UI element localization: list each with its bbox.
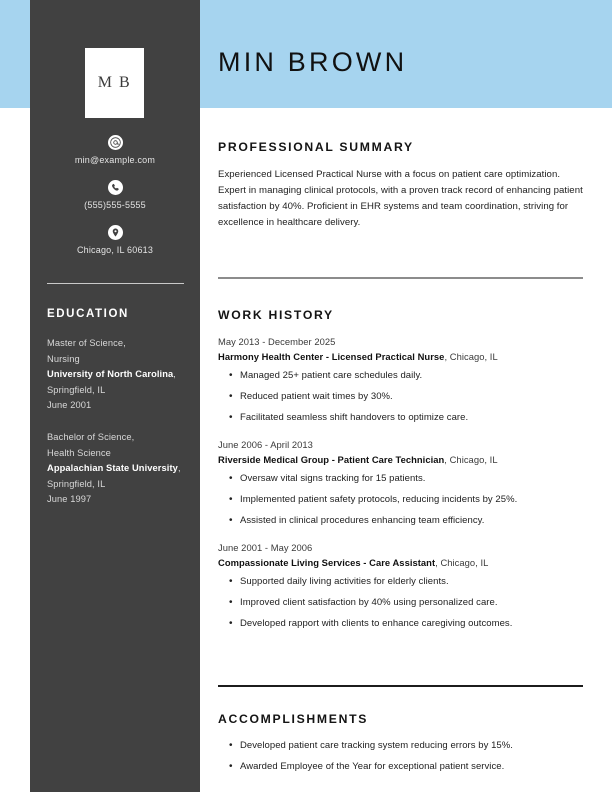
job-bullet: • Implemented patient safety protocols, reducing incidents by 25%.	[240, 493, 584, 507]
job-location: , Chicago, IL	[444, 454, 498, 465]
job-bullet: • Supported daily living activities for elderly clients.	[240, 575, 584, 589]
accomplishments-bullets	[218, 739, 584, 774]
job-dates: May 2013 - December 2025	[218, 336, 336, 347]
education-school: University of North Carolina	[47, 369, 174, 380]
education-entry	[47, 430, 187, 508]
work-history-section	[218, 308, 584, 644]
summary-text: Experienced Licensed Practical Nurse with a focus on patient care optimization. Expert in managing clinical protocols, with a proven track record of enhancing patient satisfaction by 40%. Proficient in EHR systems and team coordination, striving for excellence in healthcare delivery.	[218, 169, 583, 228]
job-title-line	[218, 452, 584, 467]
job-title-line	[218, 349, 584, 364]
job-bullet: • Improved client satisfaction by 40% using personalized care.	[240, 596, 584, 610]
contact-item-phone[interactable]	[30, 180, 200, 212]
education-heading: EDUCATION	[47, 308, 129, 320]
contact-location-text: Chicago, IL 60613	[76, 245, 154, 255]
job-bullet: • Oversaw vital signs tracking for 15 patients.	[240, 472, 584, 486]
job-bullet: • Reduced patient wait times by 30%.	[240, 390, 584, 404]
job-employer-role: Riverside Medical Group - Patient Care Technician	[218, 454, 445, 465]
contact-email-text: min@example.com	[74, 155, 156, 165]
education-degree: Master of Science,	[47, 338, 126, 348]
job-employer-role: Compassionate Living Services - Care Assistant	[218, 557, 436, 568]
job-bullet: • Assisted in clinical procedures enhancing team efficiency.	[240, 514, 584, 528]
location-pin-icon	[108, 225, 123, 240]
accomplishments-heading: ACCOMPLISHMENTS	[218, 712, 369, 726]
accomplishment-bullet: • Developed patient care tracking system reducing errors by 15%.	[240, 739, 584, 753]
monogram-box	[85, 48, 144, 118]
job-dates: June 2001 - May 2006	[218, 542, 313, 553]
sidebar-divider	[47, 283, 184, 284]
job-bullets	[218, 575, 584, 631]
summary-heading: PROFESSIONAL SUMMARY	[218, 140, 414, 154]
phone-icon	[108, 180, 123, 195]
job-bullet: • Facilitated seamless shift handovers to optimize care.	[240, 411, 584, 425]
education-date: June 1997	[47, 494, 92, 505]
job-location: , Chicago, IL	[444, 351, 498, 362]
job-bullet: • Managed 25+ patient care schedules daily.	[240, 369, 584, 383]
education-field: Nursing	[47, 353, 80, 364]
education-entry	[47, 336, 187, 414]
summary-section	[218, 140, 584, 231]
education-school: Appalachian State University	[47, 463, 178, 474]
education-location: , Springfield, IL	[47, 369, 176, 395]
job-title-line	[218, 555, 584, 570]
accomplishment-bullet: • Awarded Employee of the Year for exceptional patient service.	[240, 760, 584, 774]
accomplishments-section	[218, 712, 584, 781]
job-bullets	[218, 369, 584, 425]
job-bullets	[218, 472, 584, 528]
job-dates: June 2006 - April 2013	[218, 439, 313, 450]
education-field: Health Science	[47, 447, 111, 458]
work-history-heading: WORK HISTORY	[218, 308, 334, 322]
contact-item-email[interactable]	[30, 135, 200, 167]
monogram-initials: M B	[97, 74, 132, 91]
job-entry	[218, 335, 584, 425]
job-entry	[218, 438, 584, 528]
job-bullet: • Developed rapport with clients to enhance caregiving outcomes.	[240, 617, 584, 631]
summary-divider	[218, 277, 583, 279]
education-section	[47, 308, 187, 524]
contact-phone-text: (555)555-5555	[84, 200, 146, 210]
job-entry	[218, 541, 584, 631]
education-date: June 2001	[47, 400, 92, 411]
job-employer-role: Harmony Health Center - Licensed Practical Nurse	[218, 351, 445, 362]
contact-item-location[interactable]	[30, 225, 200, 257]
education-location: , Springfield, IL	[47, 463, 181, 489]
job-location: , Chicago, IL	[435, 557, 489, 568]
contact-list	[30, 135, 200, 270]
at-sign-icon	[108, 135, 123, 150]
accomplishments-divider	[218, 685, 583, 687]
education-degree: Bachelor of Science,	[47, 431, 135, 442]
page-title: MIN BROWN	[218, 47, 408, 77]
